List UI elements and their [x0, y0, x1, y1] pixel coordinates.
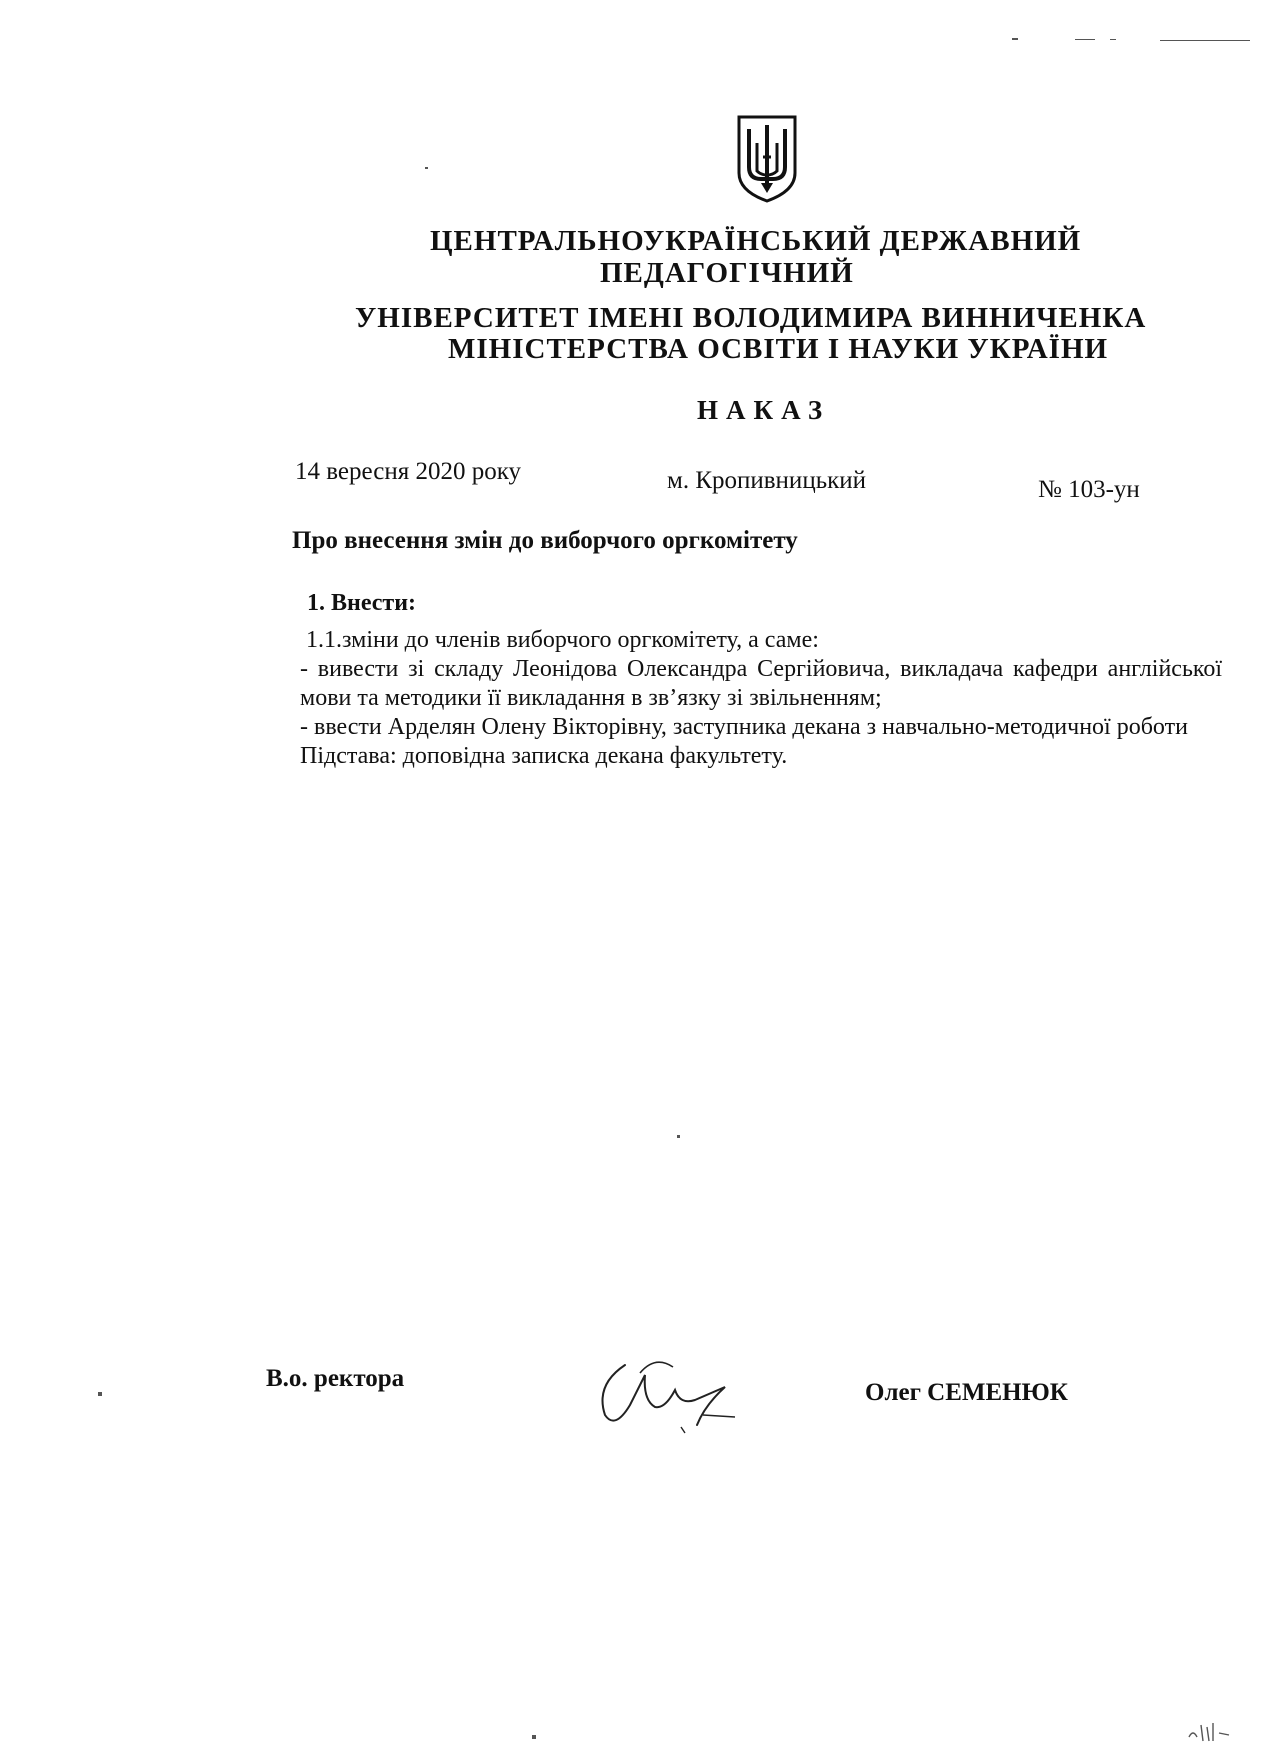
scan-artifact: [425, 167, 428, 169]
scan-artifact: [98, 1392, 102, 1396]
scan-artifact: [1012, 38, 1018, 40]
document-date: 14 вересня 2020 року: [295, 458, 521, 485]
university-name-line-1: ЦЕНТРАЛЬНОУКРАЇНСЬКИЙ ДЕРЖАВНИЙ: [430, 225, 1082, 257]
trident-emblem-icon: [735, 113, 799, 205]
scan-artifact: [1075, 39, 1095, 40]
scan-artifact: [1110, 39, 1116, 40]
scan-artifact: [532, 1735, 536, 1739]
document-number: № 103-ун: [1038, 476, 1140, 503]
body-paragraph: - ввести Арделян Олену Вікторівну, заступника декана з навчально-методичної роботи: [300, 714, 1188, 740]
ministry-name: МІНІСТЕРСТВА ОСВІТИ І НАУКИ УКРАЇНИ: [448, 333, 1109, 365]
scan-artifact: [677, 1135, 680, 1138]
body-paragraph: - вивести зі складу Леонідова Олександра Сергійовича, викладача кафедри англійської мови та методики її викладання в зв’язку зі звільненням;: [300, 656, 1222, 711]
document-city: м. Кропивницький: [667, 467, 866, 494]
body-paragraph: 1.1.зміни до членів виборчого оргкомітету, а саме:: [306, 627, 819, 653]
body-paragraph: Підстава: доповідна записка декана факультету.: [300, 743, 788, 769]
section-title: 1. Внести:: [307, 590, 417, 616]
signatory-title: В.о. ректора: [266, 1365, 405, 1392]
signatory-name: Олег СЕМЕНЮК: [865, 1379, 1068, 1406]
scan-artifact: [1160, 40, 1250, 41]
page-number-mark: [1185, 1715, 1235, 1745]
document-body: [300, 626, 1222, 771]
document-type-title: НАКАЗ: [697, 395, 831, 425]
document-subject: Про внесення змін до виборчого оргкомітету: [292, 527, 798, 554]
handwritten-signature-icon: [585, 1345, 755, 1435]
university-name-line-2: ПЕДАГОГІЧНИЙ: [600, 257, 854, 289]
university-name-line-3: УНІВЕРСИТЕТ ІМЕНІ ВОЛОДИМИРА ВИННИЧЕНКА: [355, 302, 1147, 334]
